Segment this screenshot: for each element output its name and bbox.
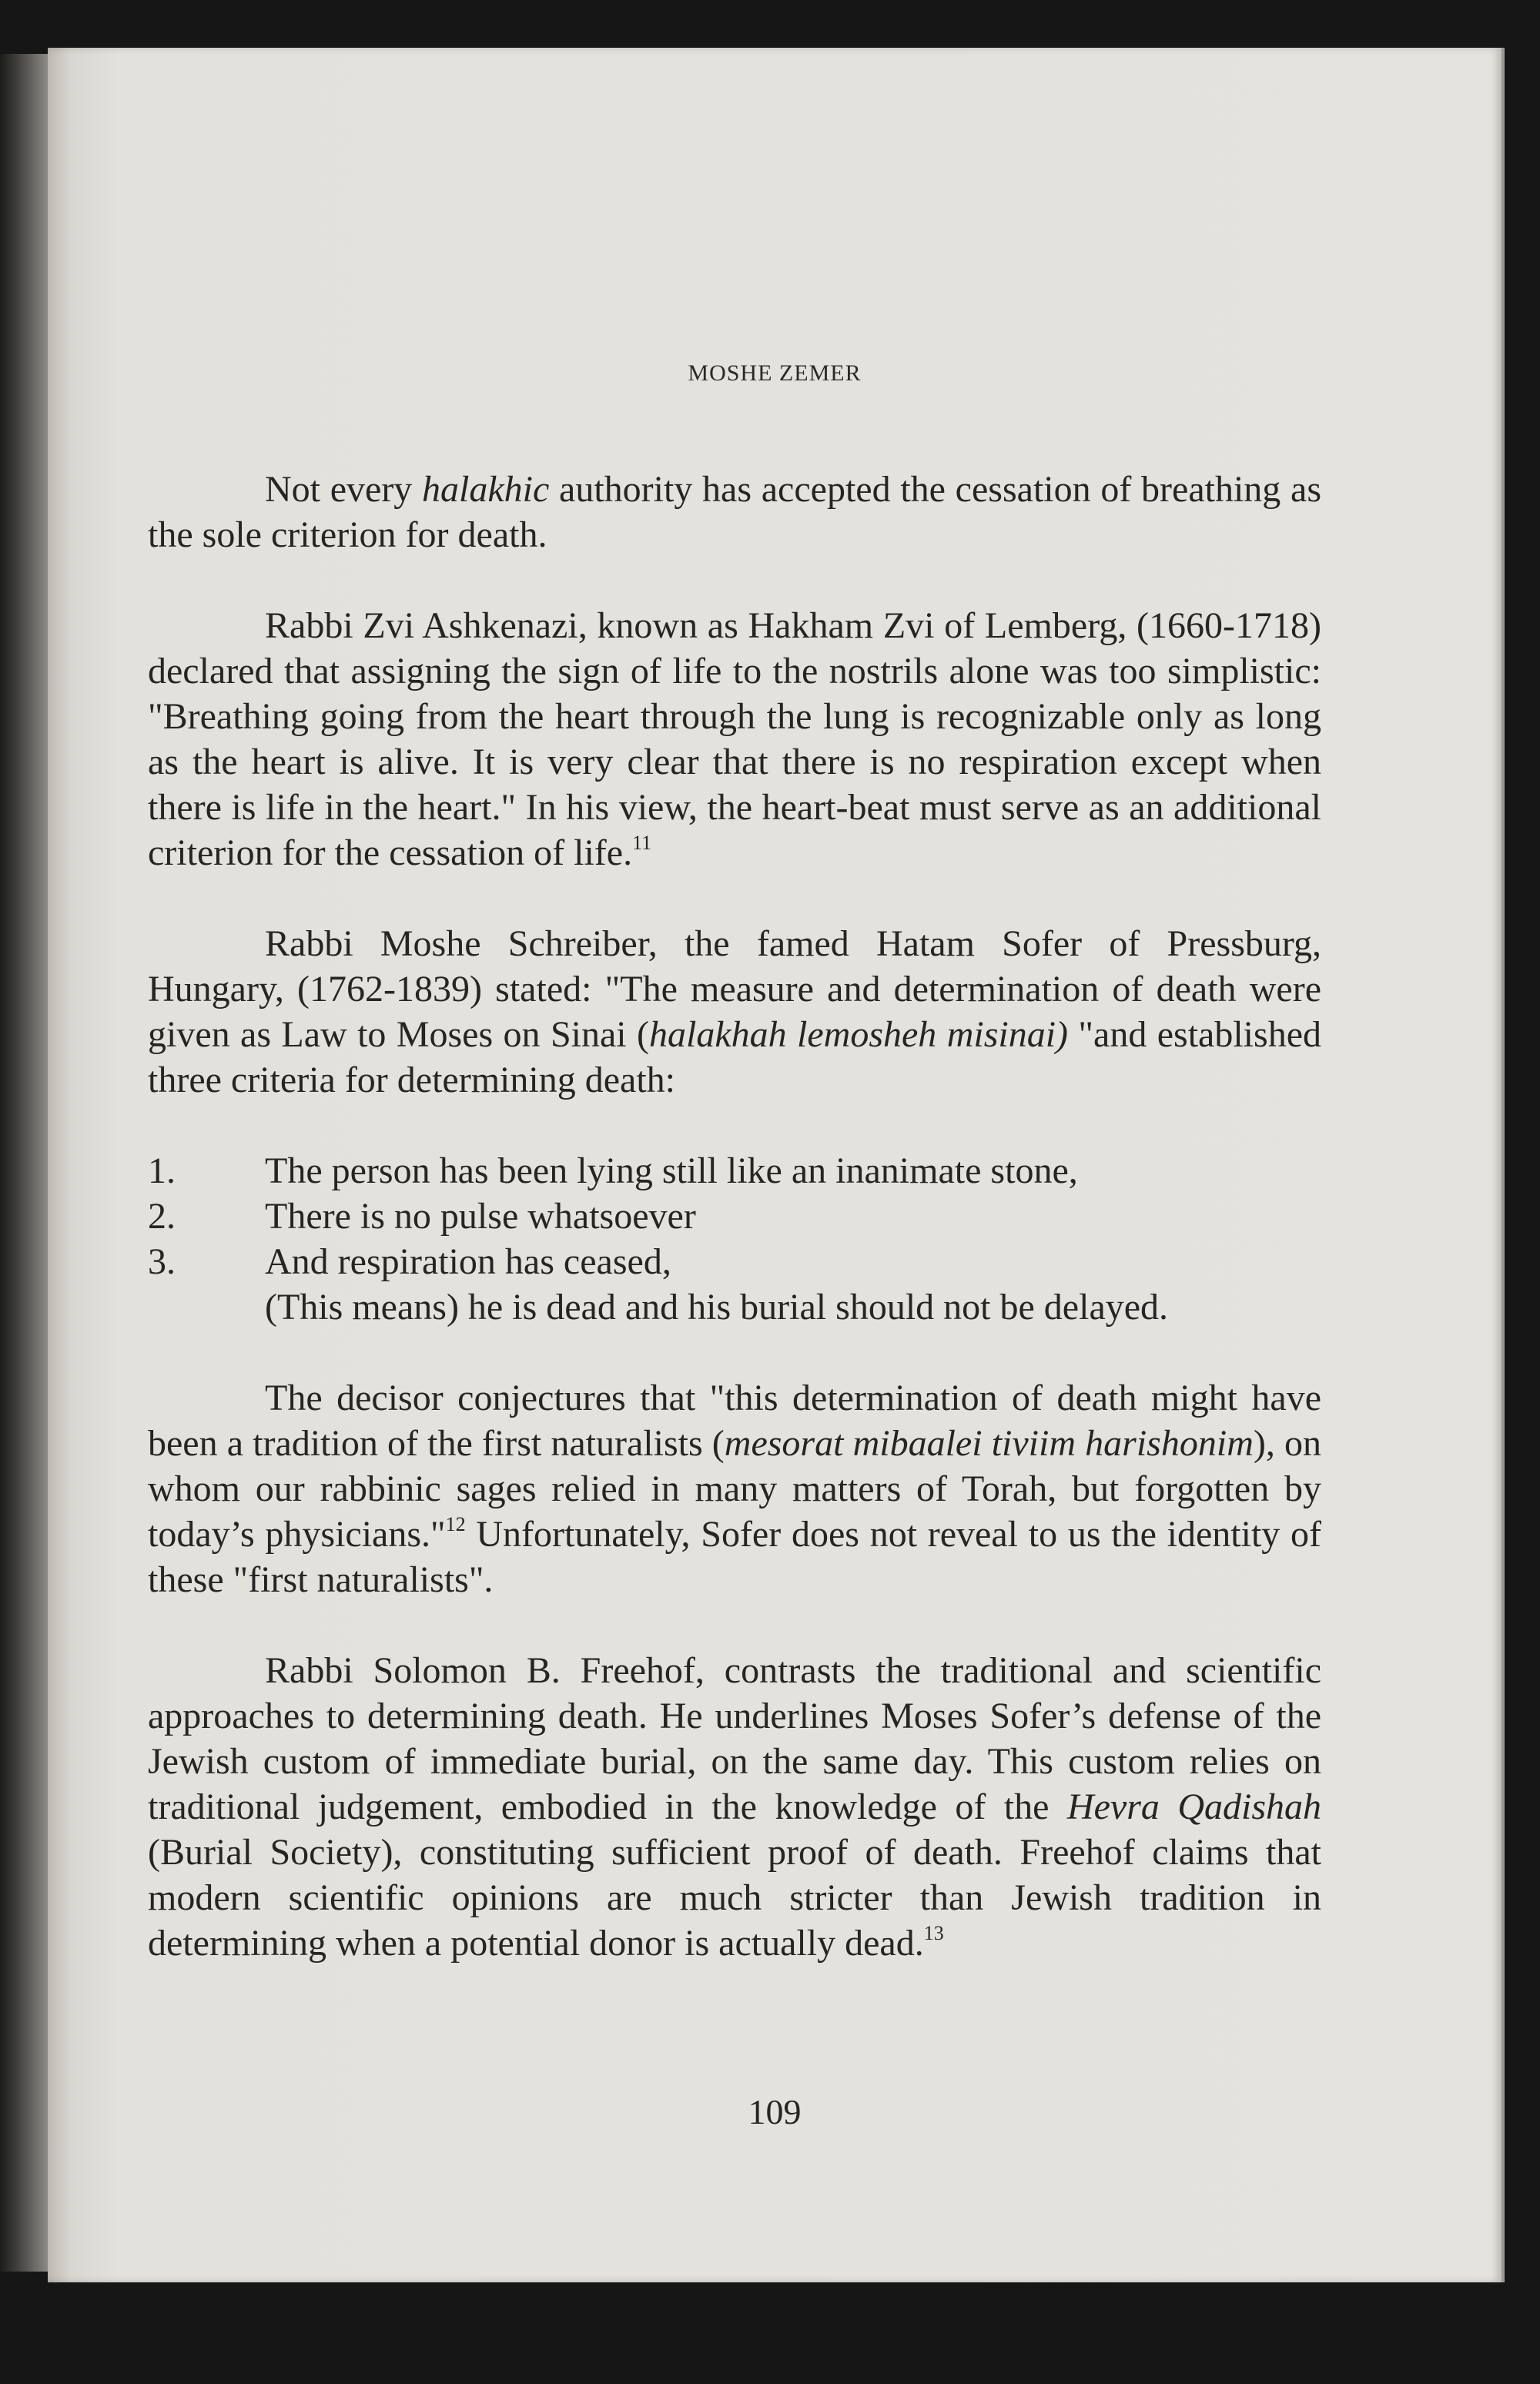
running-head: MOSHE ZEMER: [688, 360, 862, 386]
list-item: 3. And respiration has ceased,: [148, 1239, 1321, 1284]
paragraph-freehof: Rabbi Solomon B. Freehof, contrasts the traditional and scientific approaches to determining death. He underlines Moses Sofer’s defense of the Jewish custom of immediate burial, on the same day. This custom relies on traditional judgement, embodied in the knowledge of the Hevra Qadishah (Burial Society), constituting sufficient proof of death. Freehof claims that modern scientific opinions are much stricter than Jewish tradition in determining when a potential donor is actually dead.$^{13}$: [148, 1650, 1321, 1964]
paragraph-decisor: The decisor conjectures that "this determination of death might have been a tradition of the first naturalists (mesorat mibaalei tiviim harishonim), on whom our rabbinic sages relied in many matters of Torah, but forgotten by today’s physicians."$^{12}$ Unfortunately, Sofer does not reveal to us the identity of these "first naturalists".: [148, 1378, 1322, 1600]
italic-term: mesorat mibaalei tiviim harishonim: [724, 1423, 1254, 1464]
paragraph-halakhic-authority: Not every halakhic authority has accepted the cessation of breathing as the sole criterion for death.: [148, 469, 1321, 555]
book-spine-shadow: [0, 54, 48, 2272]
list-number: 2.: [148, 1196, 176, 1237]
footnote-ref-13: 13: [923, 1922, 944, 1944]
paragraph-zvi-ashkenazi: Rabbi Zvi Ashkenazi, known as Hakham Zvi of Lemberg, (1660-1718) declared that assigning the sign of life to the nostrils alone was too simplistic: "Breathing going from the heart through the lung is recognizable only as long as the heart is alive. It is very clear that there is no respiration except when there is life in the heart." In his view, the heart-beat must serve as an additional criterion for the cessation of life.$^{11}$: [148, 605, 1321, 873]
italic-term: Hevra Qadishah: [1066, 1786, 1321, 1827]
page-number: 109: [748, 2092, 802, 2131]
footnote-ref-11: 11: [632, 832, 652, 854]
list-number: 1.: [148, 1150, 176, 1191]
list-item: 2. There is no pulse whatsoever: [148, 1194, 1321, 1239]
paragraph-moshe-schreiber: Rabbi Moshe Schreiber, the famed Hatam Sofer of Pressburg, Hungary, (1762-1839) stated: "The measure and determination of death were given as Law to Moses on Sinai (halakhah lemosheh misinai) "and established three criteria for determining death:: [148, 923, 1321, 1100]
list-item: 1. The person has been lying still like an inanimate stone,: [148, 1148, 1321, 1194]
italic-term: halakhic: [422, 469, 550, 510]
body-text: [148, 467, 1321, 2011]
page-edge: [1502, 48, 1505, 2282]
list-item: (This means) he is dead and his burial should not be delayed.: [265, 1287, 1169, 1328]
footnote-ref-12: 12: [445, 1513, 466, 1535]
book-page: [48, 48, 1502, 2282]
criteria-list: [148, 1148, 1321, 1330]
italic-term: halakhah lemosheh misinai): [648, 1014, 1069, 1055]
list-number: 3.: [148, 1241, 176, 1282]
